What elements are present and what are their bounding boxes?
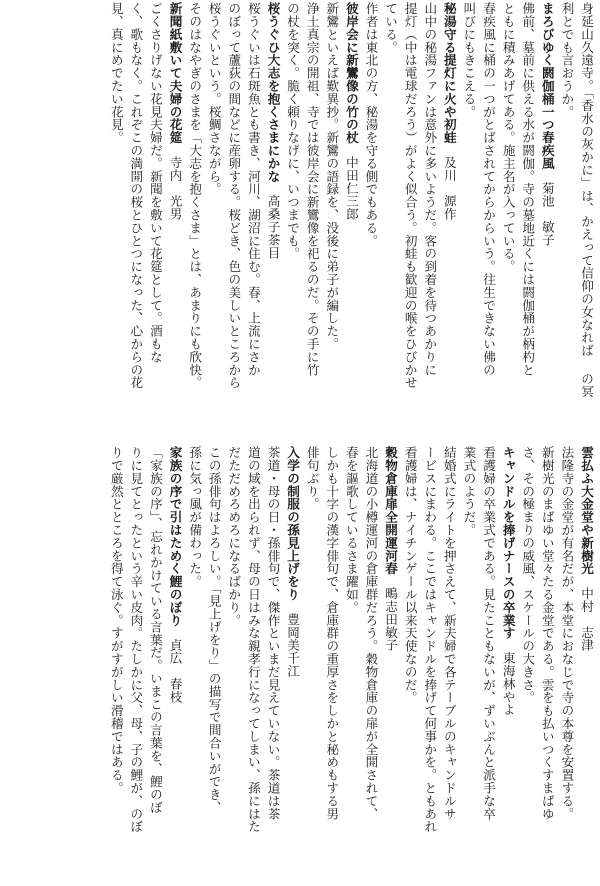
text-column: の杖を突く。脆く頼りなげに、いつまでも。 <box>285 2 301 260</box>
haiku-heading <box>576 446 596 882</box>
text-column: 孫に気っ風が備わった。 <box>187 446 203 588</box>
haiku-heading <box>283 446 303 882</box>
text-column: ている。 <box>383 2 399 54</box>
text-column: そのはなやぎのさまを「大志を抱くさま」とは、あまりにも欣快。 <box>187 2 203 389</box>
haiku-title: 彼岸会に新鸞像の竹の杖 <box>343 2 359 144</box>
text-column: 結婚式にライトを押さえて、新夫婦で各テーブルのキャンドルサ <box>441 446 457 821</box>
text-column: 山中の秘湯ファンは意外に多いようだ。客の到着を待つあかりに <box>422 2 438 377</box>
author-name: 鴫志田敏子 <box>383 587 399 652</box>
text-column: 看護婦は、ナイチンゲール以来天使なのだ。 <box>402 446 418 704</box>
text-column: 桜うぐいは石斑魚とも書き、河川、湖沼に住む。春、上流にさか <box>245 2 261 377</box>
author-name: 貞広 春枝 <box>167 638 183 704</box>
haiku-title: 新聞紙敷いて夫婦の花筵 <box>167 2 183 144</box>
text-column: 見、真にめでたい花見。 <box>108 2 124 144</box>
text-column: さ、その極まりの威風、スケールの大きさ。 <box>520 446 536 704</box>
text-column: 俳句ぶり。 <box>304 446 320 511</box>
haiku-title: 穀物倉庫扉全開運河春 <box>383 446 399 575</box>
text-column: 利とでも言おうか。 <box>559 2 575 119</box>
text-column: 叫びにもきこえる。 <box>461 2 477 119</box>
upper-commentary-section <box>4 2 596 432</box>
haiku-heading <box>263 2 283 432</box>
text-column: ービスにまわる。ここではキャンドルを捧げて何事かを。ともあれ <box>422 446 438 833</box>
text-column: 法隆寺の金堂が有名だが、本堂におなじで寺の本尊を安置する。 <box>559 446 575 821</box>
text-column: 道の域を出られず、母の日はみな親孝行になってしまい、孫にはた <box>245 446 261 833</box>
haiku-title: 雲払ふ大金堂や新樹光 <box>579 446 594 575</box>
haiku-heading <box>165 446 185 882</box>
text-column: 「家族の序」、忘れかけている言葉だ。いまこの言葉を、鯉のぼ <box>147 446 163 814</box>
text-column: く、歌もなく。これぞこの満開の桜とひとつになった、心からの花 <box>128 2 144 389</box>
haiku-heading <box>537 2 557 432</box>
text-column: 春を謳歌しているさま躍如。 <box>343 446 359 614</box>
text-column: 業式のようだ。 <box>461 446 477 537</box>
author-name: 東海林やよ <box>500 651 516 716</box>
text-column: 身延山久遠寺。「香水の灰かに」は、かえって信仰の女なれば の冥 <box>579 2 594 398</box>
haiku-title: 家族の序で引はためく鯉のぼり <box>167 446 183 627</box>
text-column: 看護婦の卒業式である。見たこともないが、ずいぶんと派手な卒 <box>481 446 497 821</box>
text-column: ごくさりげない花見夫婦だ。新聞を敷いて花筵として。酒もな <box>147 2 163 364</box>
text-column: 北海道の小樽運河の倉庫群だろう。穀物倉庫の扉が全開されて、 <box>363 446 379 821</box>
author-name: 豊岡美千江 <box>285 612 301 678</box>
haiku-title: 入学の制服の孫見上げをり <box>285 446 301 601</box>
text-column: のぼって蘆荻の間などに産卵する。桜どき、色の美しいところから <box>226 2 242 389</box>
text-column: ともに積みあげてある。施主名が入っている。 <box>500 2 516 273</box>
author-name: 菊池 敏子 <box>539 181 555 247</box>
haiku-title: まろびゆく閼伽桶一つ春疾風 <box>539 2 555 170</box>
haiku-title: キャンドルを捧げナースの卒業す <box>500 446 516 640</box>
text-column: この孫俳句はよろしい。「見上げをり」の描写で間合いができ、 <box>206 446 222 814</box>
text-column: 提灯（中は電球だろう）がよく似合う。初蛙も歓迎の喉をひびかせ <box>402 2 418 389</box>
text-column: だただめろめろになるばかり。 <box>226 446 242 627</box>
haiku-title: 桜うぐひ大志を抱くさまにかな <box>265 2 281 183</box>
haiku-heading <box>341 2 361 432</box>
author-name: 及川 源作 <box>441 155 457 221</box>
author-name: 中田仁三郎 <box>343 155 359 221</box>
haiku-heading <box>439 2 459 432</box>
text-column: りで厳然とところを得て泳ぐ。すがすがしい滑稽ではある。 <box>108 446 124 795</box>
author-name: 寺内 光男 <box>167 155 183 221</box>
haiku-heading <box>165 2 185 432</box>
text-column: 浄土真宗の開祖、寺では彼岸会に新鸞像を祀るのだ。その手に竹 <box>304 2 320 377</box>
text-column: 新樹光のまばゆい堂々たる金堂である。雲をも払いつくすまばゆ <box>539 446 555 821</box>
text-column: 茶道・母の日・孫俳句で、傑作といまだ見えていない。茶道は茶 <box>265 446 281 821</box>
author-name: 中村 志津 <box>579 587 594 652</box>
haiku-heading <box>498 446 518 882</box>
text-column: 作者は東北の方、秘湯を守る側でもある。 <box>363 2 379 248</box>
lower-commentary-section <box>4 446 596 882</box>
text-column: 佛前、墓前に供える水が閼伽。寺の墓地近くには閼伽桶が柄杓と <box>520 2 536 377</box>
author-name: 高桑子茶目 <box>265 194 281 260</box>
text-column: りに見てとったという辛い皮肉。たしかに父、母、子の鯉が、のぼ <box>128 446 144 833</box>
haiku-heading <box>380 446 400 882</box>
text-column: しかも十字の漢字俳句で、倉庫群の重厚さをしかと秘めもする男 <box>324 446 340 821</box>
text-column: 新鸞といえば歎異抄。新鸞の語録を、没後に弟子が編した。 <box>324 2 340 351</box>
haiku-title: 秘湯守る提灯に火や初蛙 <box>441 2 457 144</box>
text-column: 桜うぐいという。桜鯛さながら。 <box>206 2 222 196</box>
text-column: 春疾風に桶の一つがとばされてからからいう。往生できない佛の <box>481 2 497 377</box>
